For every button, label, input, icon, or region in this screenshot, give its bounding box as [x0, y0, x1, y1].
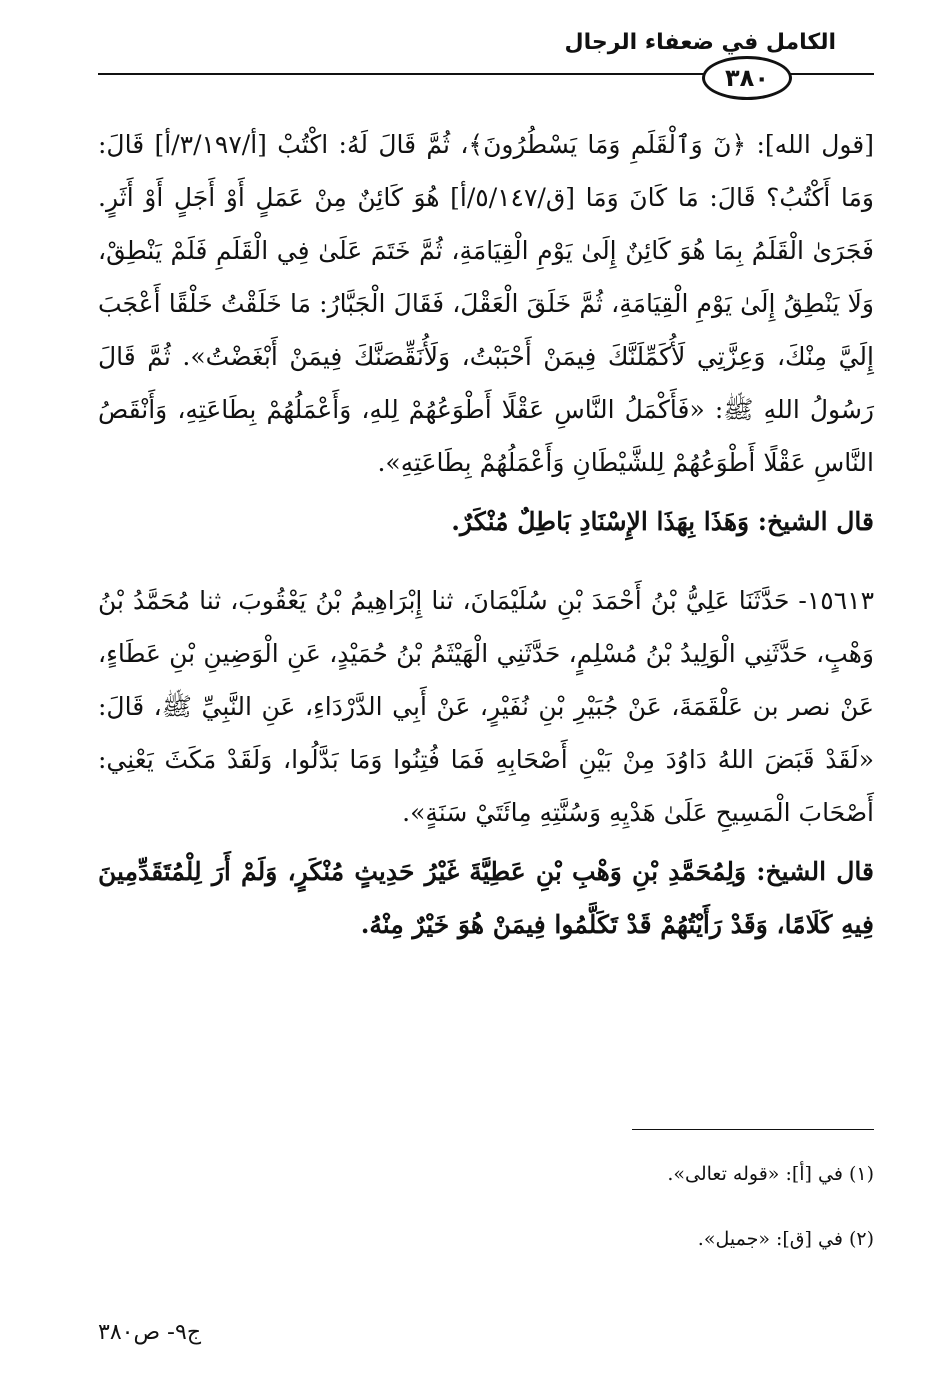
- paragraph-4: قال الشيخ: وَلِمُحَمَّدِ بْنِ وَهْبِ بْنِ عَطِيَّةَ غَيْرُ حَدِيثٍ مُنْكَرٍ، وَلَمْ أَرَ لِلْمُتَقَدِّمِينَ فِيهِ كَلَامًا، وَقَدْ رَأَيْتُهُمْ قَدْ تَكَلَّمُوا فِيمَنْ هُوَ خَيْرٌ مِنْهُ.: [98, 857, 874, 939]
- paragraph-2: قال الشيخ: وَهَذَا بِهَذَا الإِسْنَادِ بَاطِلٌ مُنْكَرٌ.: [451, 507, 874, 536]
- footnote-1: (١) في [أ]: «قوله تعالى».: [667, 1163, 874, 1185]
- page-number-badge: ٣٨٠: [702, 56, 792, 100]
- footnote-2: (٢) في [ق]: «جميل».: [697, 1228, 874, 1250]
- paragraph-gap: [98, 548, 874, 574]
- footnote-rule: [632, 1129, 874, 1130]
- paragraph-3: ١٥٦١٣- حَدَّثَنَا عَلِيُّ بْنُ أَحْمَدَ بْنِ سُلَيْمَانَ، ثنا إِبْرَاهِيمُ بْنُ يَعْقُوبَ، ثنا مُحَمَّدُ بْنُ وَهْبٍ، حَدَّثَنِي الْوَلِيدُ بْنُ مُسْلِمٍ، حَدَّثَنِي الْهَيْثَمُ بْنُ حُمَيْدٍ، عَنِ الْوَضِينِ بْنِ عَطَاءٍ، عَنْ نصر بن عَلْقَمَةَ، عَنْ جُبَيْرِ بْنِ نُفَيْرٍ، عَنْ أَبِي الدَّرْدَاءِ، عَنِ النَّبِيِّ ﷺ، قَالَ: «لَقَدْ قَبَضَ اللهُ دَاوُدَ مِنْ بَيْنِ أَصْحَابِهِ فَمَا فُتِنُوا وَمَا بَدَّلُوا، وَلَقَدْ مَكَثَ يَعْنِي: أَصْحَابَ الْمَسِيحِ عَلَىٰ هَدْيِهِ وَسُنَّتِهِ مِائَتَيْ سَنَةٍ».: [98, 586, 874, 827]
- footnotes: [98, 1142, 874, 1272]
- paragraph-1: [قول الله]: ﴿نٓ وَٱلْقَلَمِ وَمَا يَسْطُرُونَ﴾، ثُمَّ قَالَ لَهُ: اكْتُبْ [أ/٣/١٩٧/أ] قَالَ: وَمَا أَكْتُبُ؟ قَالَ: مَا كَانَ وَمَا [ق/٥/١٤٧/أ] هُوَ كَائِنٌ مِنْ عَمَلٍ أَوْ أَجَلٍ أَوْ أَثَرٍ. فَجَرَىٰ الْقَلَمُ بِمَا هُوَ كَائِنٌ إِلَىٰ يَوْمِ الْقِيَامَةِ، ثُمَّ خَتَمَ عَلَىٰ فِي الْقَلَمِ فَلَمْ يَنْطِقْ، وَلَا يَنْطِقُ إِلَىٰ يَوْمِ الْقِيَامَةِ، ثُمَّ خَلَقَ الْعَقْلَ، فَقَالَ الْجَبَّارُ: مَا خَلَقْتُ خَلْقًا أَعْجَبَ إِلَيَّ مِنْكَ، وَعِزَّتِي لَأُكَمِّلَنَّكَ فِيمَنْ أَحْبَبْتُ، وَلَأُنَقِّصَنَّكَ فِيمَنْ أَبْغَضْتُ». ثُمَّ قَالَ رَسُولُ اللهِ ﷺ: «فَأَكْمَلُ النَّاسِ عَقْلًا أَطْوَعُهُمْ لِلهِ، وَأَعْمَلُهُمْ بِطَاعَتِهِ، وَأَنْقَصُ النَّاسِ عَقْلًا أَطْوَعُهُمْ لِلشَّيْطَانِ وَأَعْمَلُهُمْ بِطَاعَتِهِ».: [98, 130, 875, 477]
- volume-page-footer: ج٩- ص٣٨٠: [98, 1320, 202, 1345]
- main-text: [98, 118, 874, 951]
- running-title: الكامل في ضعفاء الرجال: [564, 30, 836, 55]
